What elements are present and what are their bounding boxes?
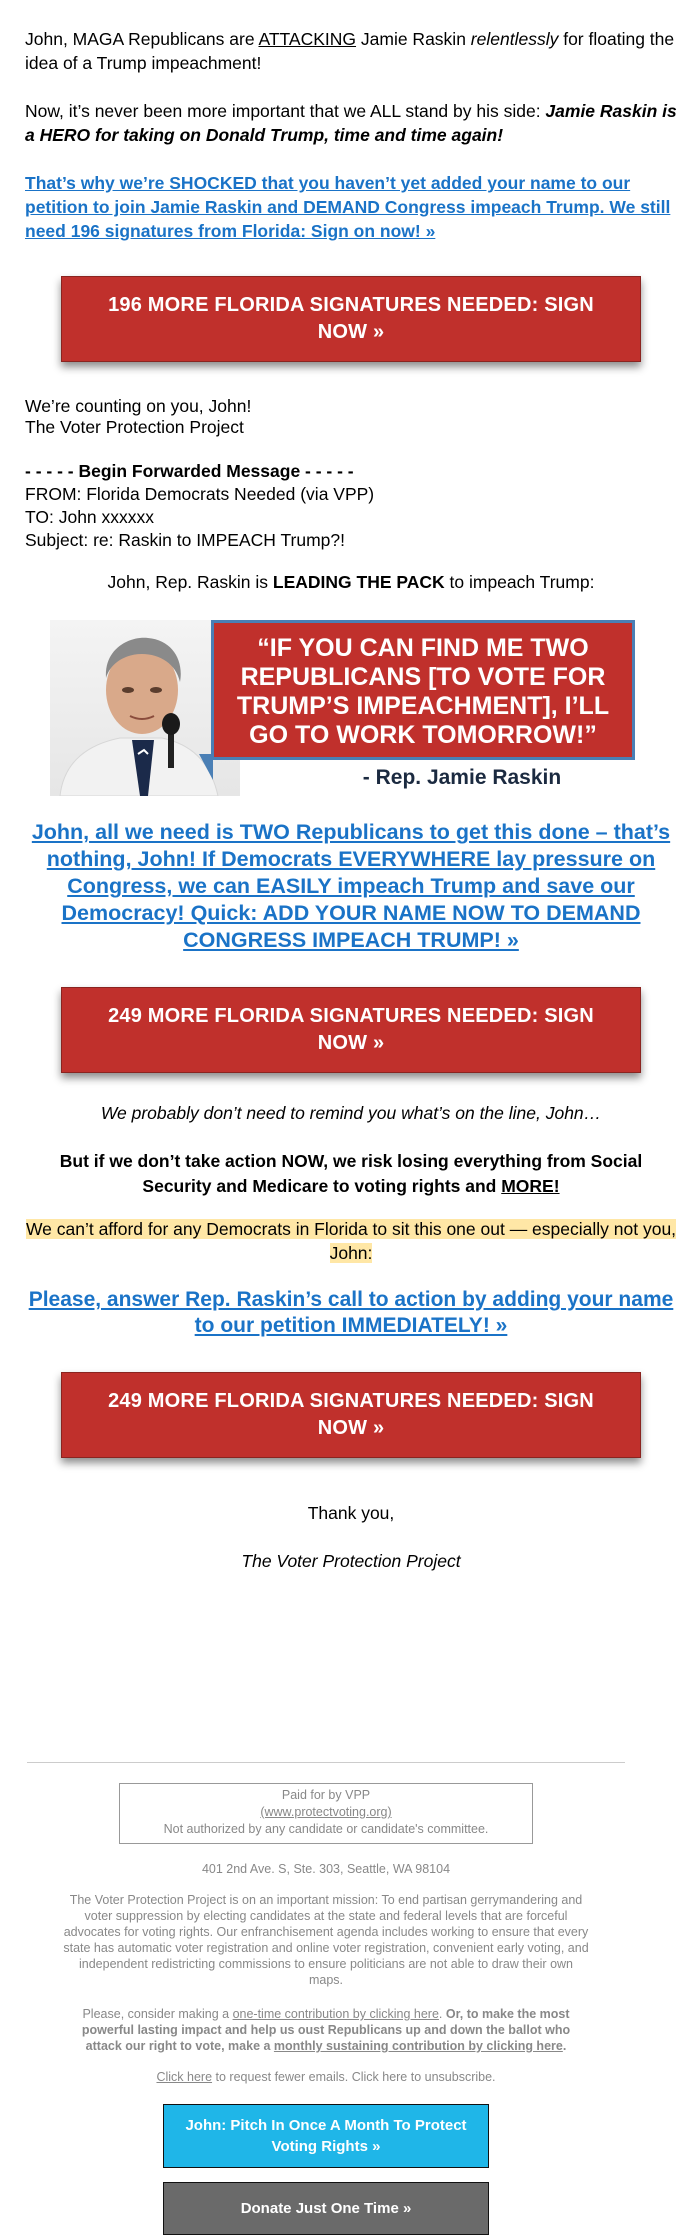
intro-text: Jamie Raskin xyxy=(356,29,471,49)
thank-you: Thank you, xyxy=(307,1503,395,1523)
sign-now-button-3[interactable]: 249 MORE FLORIDA SIGNATURES NEEDED: SIGN NOW » xyxy=(61,1372,641,1458)
quote-bubble: “IF YOU CAN FIND ME TWO REPUBLICANS [TO VOTE FOR TRUMP’S IMPEACHMENT], I’LL GO TO WORK TOMORROW!” xyxy=(211,620,635,760)
signoff-org: The Voter Protection Project xyxy=(25,417,244,437)
highlighted-appeal xyxy=(25,1217,677,1265)
quote-attribution: - Rep. Jamie Raskin xyxy=(362,766,562,789)
risk-text: But if we don’t take action NOW, we risk losing everything from Social Security and Medicare to voting rights and xyxy=(59,1151,643,1196)
intro-text: John, MAGA Republicans are xyxy=(25,29,259,49)
lead-emphasis: LEADING THE PACK xyxy=(272,572,445,592)
relentlessly-word: relentlessly xyxy=(470,29,559,49)
disclaimer-text: Not authorized by any candidate or candidate's committee. xyxy=(163,1822,489,1836)
one-time-donate-button[interactable]: Donate Just One Time » xyxy=(163,2182,489,2235)
signoff-line: We’re counting on you, John! xyxy=(25,396,252,416)
email-body xyxy=(25,0,677,1572)
unsubscribe-text: to request fewer emails. Click here to unsubscribe. xyxy=(212,2070,496,2084)
lead-line xyxy=(25,570,677,594)
one-time-contribution-link[interactable]: one-time contribution by clicking here xyxy=(232,2007,439,2021)
signoff xyxy=(25,396,677,438)
appeal-text: . xyxy=(438,2007,446,2021)
intro-text: for floating the idea of a Trump impeachment! xyxy=(25,29,675,73)
paid-for-box xyxy=(119,1783,533,1844)
intro-text: Now, it’s never been more important that we ALL stand by his side: xyxy=(25,101,546,121)
forward-to: TO: John xxxxxx xyxy=(25,507,155,527)
appeal-text: Please, consider making a xyxy=(82,2007,233,2021)
monthly-contribution-link[interactable]: monthly sustaining contribution by clicking here xyxy=(273,2039,563,2053)
contribution-appeal xyxy=(63,2006,589,2054)
raskin-quote-graphic[interactable] xyxy=(50,620,640,796)
signature-org: The Voter Protection Project xyxy=(241,1551,461,1571)
forward-from: FROM: Florida Democrats Needed (via VPP) xyxy=(25,484,375,504)
risk-statement xyxy=(25,1149,677,1199)
petition-link-1[interactable]: That’s why we’re SHOCKED that you haven’t yet added your name to our petition to join Jamie Raskin and DEMAND Congress impeach Trump. We still need 196 signatures from Florida: Sign on now! » xyxy=(25,173,671,241)
monthly-donate-button[interactable]: John: Pitch In Once A Month To Protect Voting Rights » xyxy=(163,2104,489,2168)
sign-now-button-1[interactable]: 196 MORE FLORIDA SIGNATURES NEEDED: SIGN NOW » xyxy=(61,276,641,362)
sign-now-button-2[interactable]: 249 MORE FLORIDA SIGNATURES NEEDED: SIGN NOW » xyxy=(61,987,641,1073)
website-link[interactable]: (www.protectvoting.org) xyxy=(260,1805,392,1819)
intro-paragraph-1 xyxy=(25,0,677,75)
paid-for-text: Paid for by VPP xyxy=(281,1788,371,1802)
forward-divider: - - - - - Begin Forwarded Message - - - - - xyxy=(25,461,354,481)
appeal-bold-text: . xyxy=(562,2039,567,2053)
raskin-call-link[interactable]: Please, answer Rep. Raskin’s call to action by adding your name to our petition IMMEDIATELY! » xyxy=(28,1288,674,1337)
mission-statement: The Voter Protection Project is on an important mission: To end partisan gerrymandering and voter suppression by electing candidates at the state and federal levels that are forceful advocates for voting rights. Our enfranchisement agenda includes working to ensure that every state has automatic voter registration and online voter registration, convenient early voting, and independent redistricting commissions to ensure politicians are not able to draw their own maps. xyxy=(63,1893,589,1987)
attacking-word: ATTACKING xyxy=(258,29,357,49)
intro-paragraph-2 xyxy=(25,99,677,147)
hero-statement: Jamie Raskin is a HERO for taking on Donald Trump, time and time again! xyxy=(25,101,677,145)
fewer-emails-link[interactable]: Click here xyxy=(156,2070,213,2084)
demand-impeach-link[interactable]: John, all we need is TWO Republicans to get this done – that’s nothing, John! If Democrats EVERYWHERE lay pressure on Congress, we can EASILY impeach Trump and save our Democracy! Quick: ADD YOUR NAME NOW TO DEMAND CONGRESS IMPEACH TRUMP! » xyxy=(31,820,671,952)
highlight-text: We can’t afford for any Democrats in Florida to sit this one out — especially not you, John: xyxy=(25,1219,677,1263)
email-preferences xyxy=(27,2070,625,2084)
risk-more: MORE! xyxy=(501,1176,560,1196)
mailing-address: 401 2nd Ave. S, Ste. 303, Seattle, WA 98104 xyxy=(201,1862,451,1876)
reminder-line: We probably don’t need to remind you what’s on the line, John… xyxy=(100,1103,602,1123)
lead-text: to impeach Trump: xyxy=(444,572,595,592)
forward-subject: Subject: re: Raskin to IMPEACH Trump?! xyxy=(25,530,345,550)
forwarded-message-header xyxy=(25,460,677,552)
email-footer xyxy=(27,1762,625,2235)
appeal-bold-text: Or, to make the most powerful lasting impact and help us oust Republicans up and down the ballot who attack our right to vote, make a xyxy=(81,2007,571,2053)
lead-text: John, Rep. Raskin is xyxy=(107,572,273,592)
